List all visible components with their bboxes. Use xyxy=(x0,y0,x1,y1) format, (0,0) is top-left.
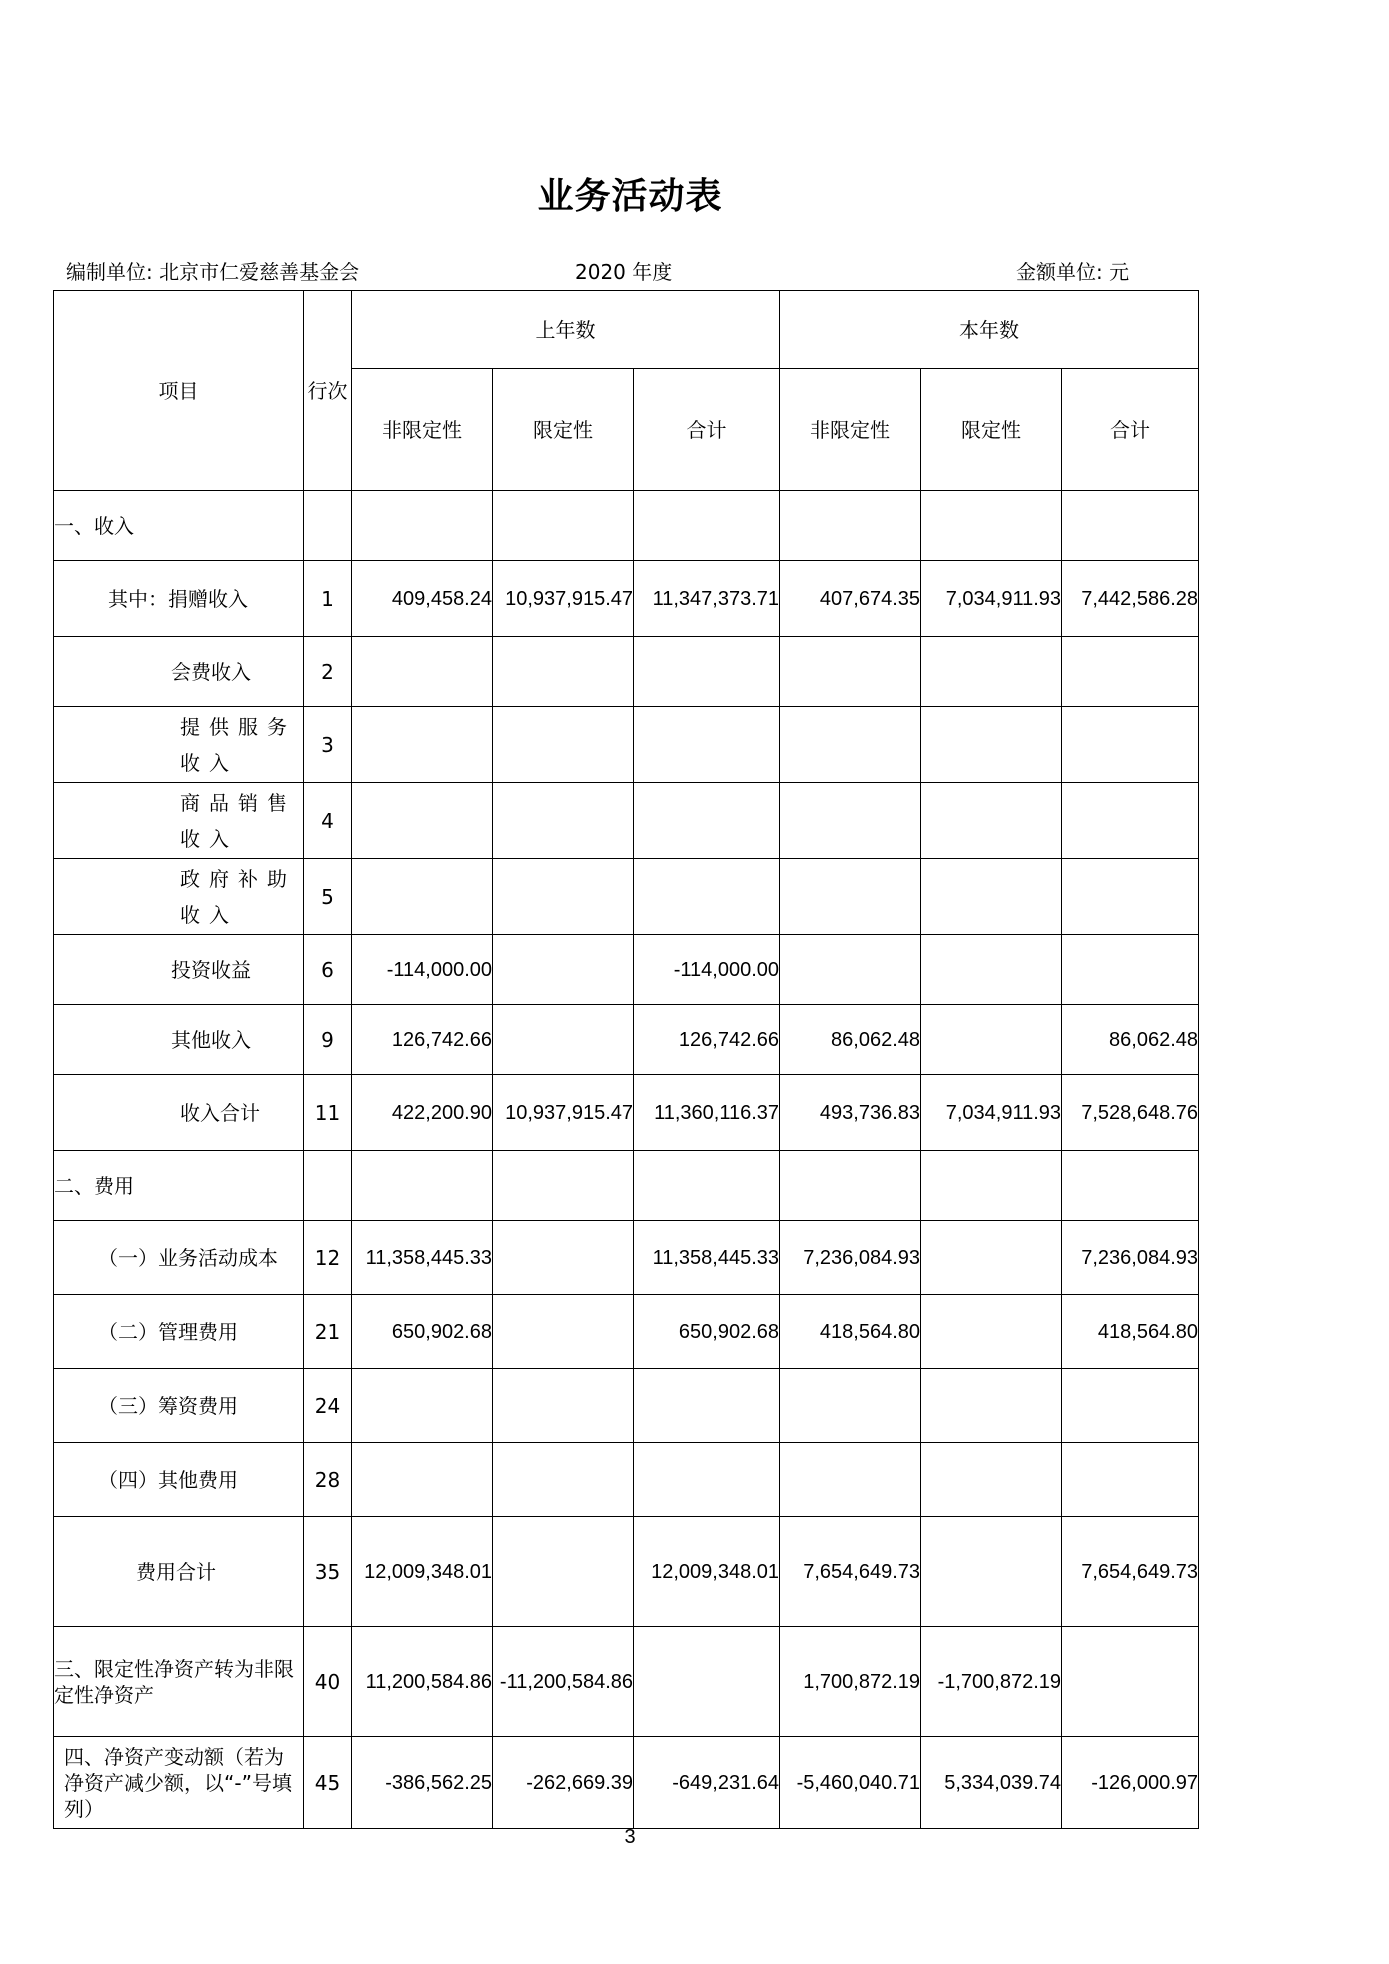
row-line xyxy=(304,1151,352,1221)
current-total-cell xyxy=(1062,859,1199,935)
table-row xyxy=(54,935,1199,1005)
prior-unrestricted-cell xyxy=(352,491,493,561)
prior-total-cell xyxy=(634,1369,780,1443)
table-row xyxy=(54,637,1199,707)
report-title: 业务活动表 xyxy=(537,176,723,217)
current-restricted-cell xyxy=(921,935,1062,1005)
prior-total-cell: 11,358,445.33 xyxy=(634,1221,780,1295)
prior-total-cell xyxy=(634,1627,780,1737)
column-header-line: 行次 xyxy=(304,291,352,491)
prior-restricted-cell xyxy=(493,1443,634,1517)
row-line: 21 xyxy=(304,1295,352,1369)
row-item: 其中：捐赠收入 xyxy=(54,561,304,637)
current-total-cell: 7,654,649.73 xyxy=(1062,1517,1199,1627)
current-unrestricted-cell xyxy=(780,637,921,707)
table-row xyxy=(54,1151,1199,1221)
current-unrestricted-cell: 1,700,872.19 xyxy=(780,1627,921,1737)
prior-total-cell xyxy=(634,783,780,859)
table-row xyxy=(54,1295,1199,1369)
current-unrestricted-cell xyxy=(780,859,921,935)
prior-total-cell xyxy=(634,491,780,561)
row-line: 3 xyxy=(304,707,352,783)
current-unrestricted-cell: 7,236,084.93 xyxy=(780,1221,921,1295)
current-restricted-cell xyxy=(921,1005,1062,1075)
column-header-current-unrestricted: 非限定性 xyxy=(780,369,921,491)
row-item: （四）其他费用 xyxy=(54,1443,304,1517)
table-row xyxy=(54,1737,1199,1829)
prior-unrestricted-cell xyxy=(352,783,493,859)
table-row xyxy=(54,561,1199,637)
prior-total-cell: 11,347,373.71 xyxy=(634,561,780,637)
row-line xyxy=(304,491,352,561)
current-total-cell xyxy=(1062,1627,1199,1737)
current-unrestricted-cell xyxy=(780,783,921,859)
prior-restricted-cell: -11,200,584.86 xyxy=(493,1627,634,1737)
current-total-cell xyxy=(1062,1369,1199,1443)
current-restricted-cell xyxy=(921,1295,1062,1369)
prior-total-cell: 11,360,116.37 xyxy=(634,1075,780,1151)
row-item: 一、收入 xyxy=(54,491,304,561)
current-total-cell: 7,442,586.28 xyxy=(1062,561,1199,637)
table-row xyxy=(54,1075,1199,1151)
row-line: 45 xyxy=(304,1737,352,1829)
prior-restricted-cell: -262,669.39 xyxy=(493,1737,634,1829)
row-item: 三、限定性净资产转为非限定性净资产 xyxy=(54,1627,304,1737)
prior-unrestricted-cell: 126,742.66 xyxy=(352,1005,493,1075)
prior-restricted-cell: 10,937,915.47 xyxy=(493,561,634,637)
row-line: 9 xyxy=(304,1005,352,1075)
current-total-cell xyxy=(1062,1151,1199,1221)
column-header-prior-restricted: 限定性 xyxy=(493,369,634,491)
current-unrestricted-cell: 7,654,649.73 xyxy=(780,1517,921,1627)
current-total-cell xyxy=(1062,491,1199,561)
row-line: 12 xyxy=(304,1221,352,1295)
current-unrestricted-cell: -5,460,040.71 xyxy=(780,1737,921,1829)
current-restricted-cell xyxy=(921,783,1062,859)
column-header-prior-unrestricted: 非限定性 xyxy=(352,369,493,491)
prior-total-cell xyxy=(634,1443,780,1517)
current-unrestricted-cell xyxy=(780,1369,921,1443)
row-line: 6 xyxy=(304,935,352,1005)
column-header-prior-total: 合计 xyxy=(634,369,780,491)
row-item: 四、净资产变动额（若为净资产减少额，以“-”号填列） xyxy=(54,1737,304,1829)
current-restricted-cell xyxy=(921,707,1062,783)
current-restricted-cell: 5,334,039.74 xyxy=(921,1737,1062,1829)
prior-restricted-cell xyxy=(493,935,634,1005)
current-total-cell xyxy=(1062,707,1199,783)
prior-total-cell: -114,000.00 xyxy=(634,935,780,1005)
prior-total-cell xyxy=(634,637,780,707)
prior-unrestricted-cell: 12,009,348.01 xyxy=(352,1517,493,1627)
current-restricted-cell xyxy=(921,491,1062,561)
prior-total-cell xyxy=(634,859,780,935)
current-unrestricted-cell xyxy=(780,935,921,1005)
current-restricted-cell xyxy=(921,637,1062,707)
row-line: 1 xyxy=(304,561,352,637)
prior-total-cell: -649,231.64 xyxy=(634,1737,780,1829)
row-line: 24 xyxy=(304,1369,352,1443)
prior-total-cell: 12,009,348.01 xyxy=(634,1517,780,1627)
row-line: 4 xyxy=(304,783,352,859)
current-restricted-cell xyxy=(921,859,1062,935)
table-row xyxy=(54,1443,1199,1517)
prior-unrestricted-cell xyxy=(352,1369,493,1443)
column-header-current-total: 合计 xyxy=(1062,369,1199,491)
table-row xyxy=(54,1221,1199,1295)
row-item: 会费收入 xyxy=(54,637,304,707)
current-restricted-cell: 7,034,911.93 xyxy=(921,561,1062,637)
prior-unrestricted-cell xyxy=(352,707,493,783)
prior-restricted-cell xyxy=(493,1221,634,1295)
current-total-cell: 7,236,084.93 xyxy=(1062,1221,1199,1295)
current-unrestricted-cell: 86,062.48 xyxy=(780,1005,921,1075)
prior-total-cell: 126,742.66 xyxy=(634,1005,780,1075)
prior-restricted-cell xyxy=(493,637,634,707)
table-row xyxy=(54,783,1199,859)
prior-unrestricted-cell: 422,200.90 xyxy=(352,1075,493,1151)
prior-restricted-cell xyxy=(493,491,634,561)
column-header-item: 项目 xyxy=(54,291,304,491)
amount-unit: 金额单位: 元 xyxy=(1016,260,1130,284)
current-restricted-cell xyxy=(921,1221,1062,1295)
prior-unrestricted-cell xyxy=(352,859,493,935)
current-restricted-cell xyxy=(921,1369,1062,1443)
row-line: 11 xyxy=(304,1075,352,1151)
current-unrestricted-cell xyxy=(780,707,921,783)
current-restricted-cell xyxy=(921,1443,1062,1517)
table-row xyxy=(54,1627,1199,1737)
report-year: 2020 年度 xyxy=(575,260,673,284)
row-item: 投资收益 xyxy=(54,935,304,1005)
prior-unrestricted-cell xyxy=(352,1443,493,1517)
row-line: 28 xyxy=(304,1443,352,1517)
table-row xyxy=(54,491,1199,561)
current-restricted-cell: 7,034,911.93 xyxy=(921,1075,1062,1151)
preparer-unit: 编制单位: 北京市仁爱慈善基金会 xyxy=(66,260,360,284)
table-row xyxy=(54,707,1199,783)
current-total-cell: 418,564.80 xyxy=(1062,1295,1199,1369)
prior-unrestricted-cell: -386,562.25 xyxy=(352,1737,493,1829)
prior-restricted-cell xyxy=(493,1295,634,1369)
current-restricted-cell: -1,700,872.19 xyxy=(921,1627,1062,1737)
row-item: 收入合计 xyxy=(54,1075,304,1151)
prior-unrestricted-cell xyxy=(352,637,493,707)
current-unrestricted-cell: 407,674.35 xyxy=(780,561,921,637)
current-unrestricted-cell xyxy=(780,491,921,561)
row-item: 提供服务收入 xyxy=(54,707,304,783)
current-unrestricted-cell: 418,564.80 xyxy=(780,1295,921,1369)
current-unrestricted-cell xyxy=(780,1151,921,1221)
row-line: 40 xyxy=(304,1627,352,1737)
prior-unrestricted-cell xyxy=(352,1151,493,1221)
row-item: （二）管理费用 xyxy=(54,1295,304,1369)
page-number: 3 xyxy=(624,1826,636,1848)
row-item: （一）业务活动成本 xyxy=(54,1221,304,1295)
row-item: （三）筹资费用 xyxy=(54,1369,304,1443)
prior-unrestricted-cell: 650,902.68 xyxy=(352,1295,493,1369)
current-unrestricted-cell: 493,736.83 xyxy=(780,1075,921,1151)
column-header-current-year: 本年数 xyxy=(780,291,1199,369)
prior-total-cell xyxy=(634,1151,780,1221)
row-item: 政府补助收入 xyxy=(54,859,304,935)
row-item: 费用合计 xyxy=(54,1517,304,1627)
table-row xyxy=(54,1369,1199,1443)
prior-restricted-cell xyxy=(493,783,634,859)
table-row xyxy=(54,1517,1199,1627)
current-total-cell: -126,000.97 xyxy=(1062,1737,1199,1829)
row-item: 商品销售收入 xyxy=(54,783,304,859)
prior-unrestricted-cell: 11,200,584.86 xyxy=(352,1627,493,1737)
prior-unrestricted-cell: 11,358,445.33 xyxy=(352,1221,493,1295)
prior-unrestricted-cell: -114,000.00 xyxy=(352,935,493,1005)
prior-restricted-cell xyxy=(493,1369,634,1443)
prior-restricted-cell xyxy=(493,1151,634,1221)
prior-restricted-cell xyxy=(493,859,634,935)
current-restricted-cell xyxy=(921,1517,1062,1627)
column-header-prior-year: 上年数 xyxy=(352,291,780,369)
header-row-1 xyxy=(54,291,1199,369)
row-line: 5 xyxy=(304,859,352,935)
prior-restricted-cell xyxy=(493,1517,634,1627)
current-total-cell xyxy=(1062,935,1199,1005)
activity-table xyxy=(53,290,1199,1829)
current-total-cell xyxy=(1062,783,1199,859)
current-total-cell: 86,062.48 xyxy=(1062,1005,1199,1075)
current-unrestricted-cell xyxy=(780,1443,921,1517)
current-total-cell xyxy=(1062,637,1199,707)
row-item: 二、费用 xyxy=(54,1151,304,1221)
prior-unrestricted-cell: 409,458.24 xyxy=(352,561,493,637)
current-total-cell xyxy=(1062,1443,1199,1517)
prior-restricted-cell xyxy=(493,707,634,783)
prior-restricted-cell xyxy=(493,1005,634,1075)
row-item: 其他收入 xyxy=(54,1005,304,1075)
prior-restricted-cell: 10,937,915.47 xyxy=(493,1075,634,1151)
row-line: 2 xyxy=(304,637,352,707)
current-total-cell: 7,528,648.76 xyxy=(1062,1075,1199,1151)
row-line: 35 xyxy=(304,1517,352,1627)
table-row xyxy=(54,1005,1199,1075)
column-header-current-restricted: 限定性 xyxy=(921,369,1062,491)
table-row xyxy=(54,859,1199,935)
prior-total-cell xyxy=(634,707,780,783)
prior-total-cell: 650,902.68 xyxy=(634,1295,780,1369)
current-restricted-cell xyxy=(921,1151,1062,1221)
